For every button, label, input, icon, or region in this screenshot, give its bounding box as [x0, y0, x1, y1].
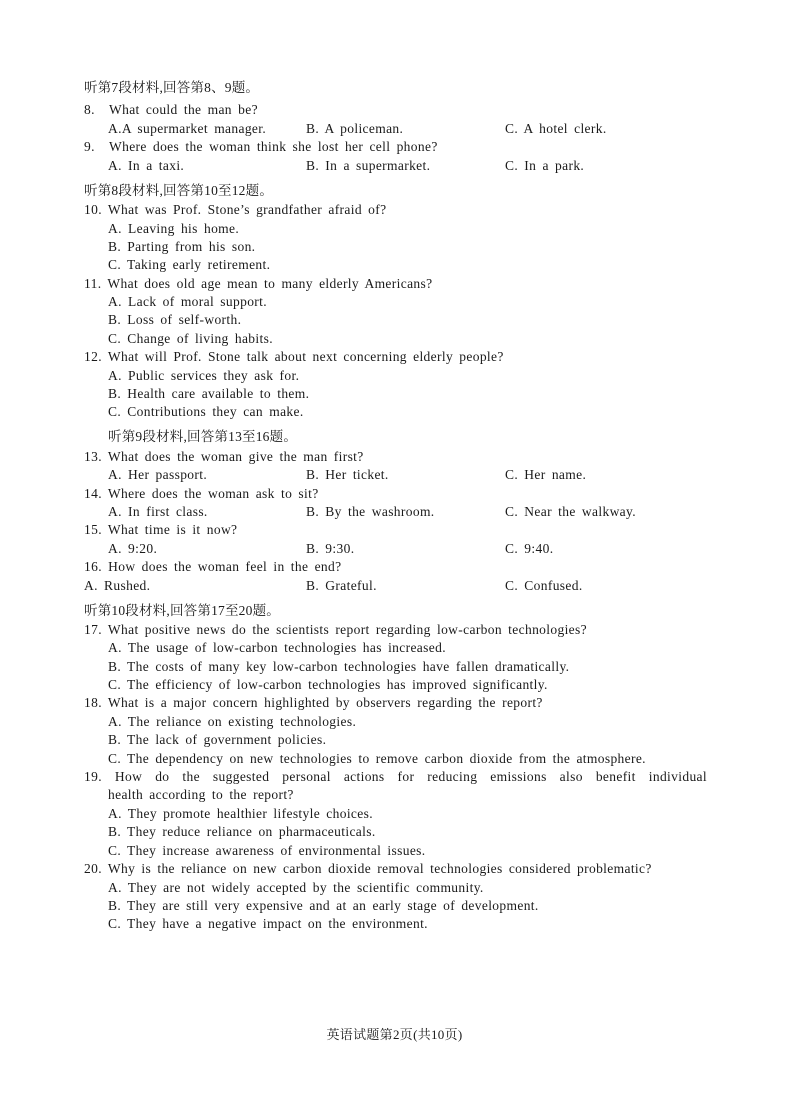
- option: B. The lack of government policies.: [108, 732, 327, 747]
- option: B. In a supermarket.: [306, 158, 431, 173]
- question-15: 15. What time is it now?: [84, 522, 238, 537]
- option: C. The dependency on new technologies to remove carbon dioxide from the atmosphere.: [108, 751, 646, 766]
- option: C. Her name.: [505, 467, 587, 482]
- option: C. Confused.: [505, 578, 583, 593]
- question-19-continued: health according to the report?: [108, 787, 294, 802]
- option: A. In a taxi.: [108, 158, 185, 173]
- option: C. 9:40.: [505, 541, 554, 556]
- option: A. 9:20.: [108, 541, 158, 556]
- option: C. They increase awareness of environmental issues.: [108, 843, 426, 858]
- option: B. A policeman.: [306, 121, 404, 136]
- question-12: 12. What will Prof. Stone talk about next concerning elderly people?: [84, 349, 504, 364]
- option: C. They have a negative impact on the environment.: [108, 916, 428, 931]
- option: A. They are not widely accepted by the scientific community.: [108, 880, 484, 895]
- option: A. The reliance on existing technologies.: [108, 714, 357, 729]
- option: B. They reduce reliance on pharmaceuticals.: [108, 824, 376, 839]
- question-18: 18. What is a major concern highlighted by observers regarding the report?: [84, 695, 543, 710]
- question-9: 9. Where does the woman think she lost her cell phone?: [84, 139, 438, 154]
- question-20: 20. Why is the reliance on new carbon dioxide removal technologies considered problematic?: [84, 861, 652, 876]
- question-11: 11. What does old age mean to many elderly Americans?: [84, 276, 433, 291]
- option: A. Leaving his home.: [108, 221, 240, 236]
- option: A. In first class.: [108, 504, 208, 519]
- option: B. Parting from his son.: [108, 239, 256, 254]
- question-8: 8. What could the man be?: [84, 102, 258, 117]
- question-17: 17. What positive news do the scientists report regarding low-carbon technologies?: [84, 622, 587, 637]
- section-header: 听第9段材料,回答第13至16题。: [108, 429, 298, 444]
- option: C. Near the walkway.: [505, 504, 636, 519]
- section-header: 听第7段材料,回答第8、9题。: [84, 80, 260, 95]
- option: C. Contributions they can make.: [108, 404, 304, 419]
- option: C. Taking early retirement.: [108, 257, 271, 272]
- option: B. Health care available to them.: [108, 386, 310, 401]
- question-10: 10. What was Prof. Stone’s grandfather afraid of?: [84, 202, 387, 217]
- option: B. Grateful.: [306, 578, 377, 593]
- option: A.A supermarket manager.: [108, 121, 267, 136]
- option: C. The efficiency of low-carbon technologies has improved significantly.: [108, 677, 548, 692]
- section-header: 听第8段材料,回答第10至12题。: [84, 183, 274, 198]
- option: B. 9:30.: [306, 541, 355, 556]
- question-19: 19. How do the suggested personal actions for reducing emissions also benefit individual: [84, 769, 707, 784]
- option: B. They are still very expensive and at an early stage of development.: [108, 898, 539, 913]
- section-header: 听第10段材料,回答第17至20题。: [84, 603, 280, 618]
- option: B. The costs of many key low-carbon technologies have fallen dramatically.: [108, 659, 570, 674]
- question-16: 16. How does the woman feel in the end?: [84, 559, 342, 574]
- option: A. The usage of low-carbon technologies has increased.: [108, 640, 446, 655]
- page-footer: 英语试题第2页(共10页): [326, 1027, 463, 1042]
- option: B. Her ticket.: [306, 467, 389, 482]
- question-13: 13. What does the woman give the man first?: [84, 449, 364, 464]
- option: C. Change of living habits.: [108, 331, 273, 346]
- option: A. Lack of moral support.: [108, 294, 267, 309]
- option: B. By the washroom.: [306, 504, 435, 519]
- option: C. In a park.: [505, 158, 585, 173]
- option: B. Loss of self-worth.: [108, 312, 242, 327]
- option: A. Rushed.: [84, 578, 151, 593]
- option: A. They promote healthier lifestyle choices.: [108, 806, 373, 821]
- option: A. Her passport.: [108, 467, 208, 482]
- question-14: 14. Where does the woman ask to sit?: [84, 486, 319, 501]
- option: C. A hotel clerk.: [505, 121, 607, 136]
- option: A. Public services they ask for.: [108, 368, 300, 383]
